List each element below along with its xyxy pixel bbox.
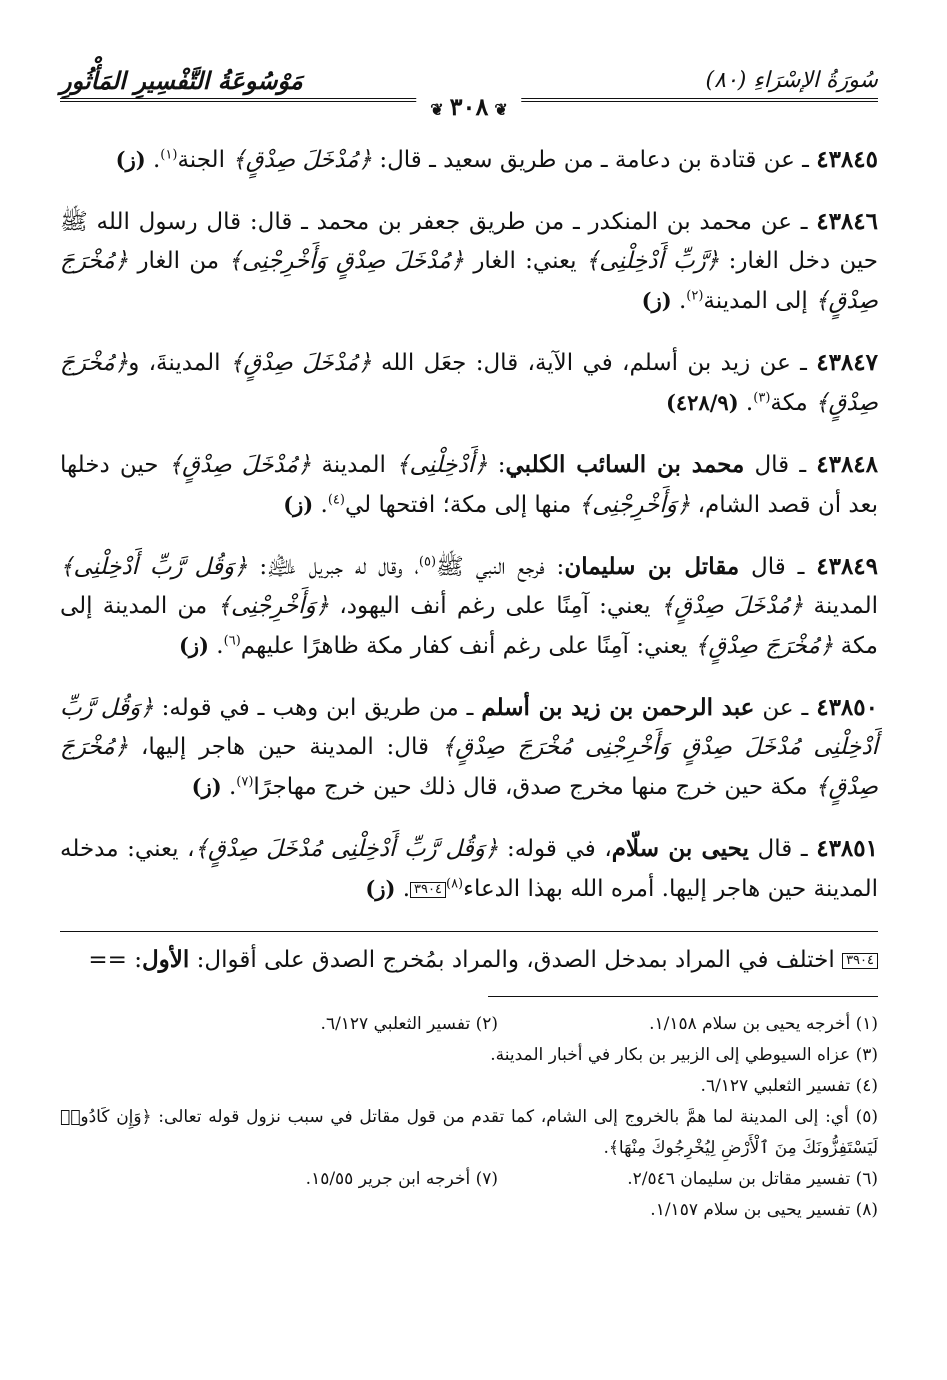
footnote-marker: (٨) [445,876,464,892]
source-ref: (ز) [115,147,146,172]
narration-text: مكة حين خرج منها مخرج صدق، قال ذلك حين خرج مهاجرًا [253,774,816,800]
narration-text: . [145,147,161,173]
footnote-row [60,1164,878,1195]
source-ref: (ز) [641,288,672,313]
note-ref-box: ٣٩٠٤ [842,953,878,969]
footnote: (٦) تفسير مقاتل بن سليمان ٢/٥٤٦. [627,1169,878,1189]
narrator-name: مقاتل بن سليمان [564,553,740,580]
narration-text: ـ من طريق ابن وهب ـ في قوله: [153,695,482,721]
note-ref-box: ٣٩٠٤ [410,882,446,898]
narration-text: . [738,390,754,416]
narration-text: ـ عن زيد بن أسلم، في الآية، قال: جعَل الله [371,350,817,376]
quran-quote: ﴿مُخْرَجَ صِدْقٍ﴾ [694,633,834,659]
narration-text: مكة [770,390,816,416]
narrations-list [60,140,878,909]
page-number-text: ٣٠٨ [449,92,489,121]
source-ref: (ز) [365,876,396,901]
footnote: (٥) أي: إلى المدينة لما همَّ بالخروج إلى الشام، كما تقدم من قول مقاتل في سبب نزول قوله تعالى: ﴿وَإِن كَادُوا۟ لَيَسْتَفِزُّونَكَ مِنَ ٱلْأَرْضِ لِيُخْرِجُوكَ مِنْهَا﴾. [60,1107,878,1158]
footnote-marker: (١) [160,147,178,163]
narration-text: . [209,633,224,659]
footnote: (٤) تفسير الثعلبي ٦/١٢٧. [700,1076,878,1096]
page-header [60,62,878,122]
quran-quote: ﴿وَقُل رَّبِّ أَدْخِلْنِى مُدْخَلَ صِدْقٍ﴾ [194,836,499,862]
footnote: (٧) أخرجه ابن جرير ١٥/٥٥. [305,1169,498,1189]
quran-quote: ﴿مُخْرَجَ صِدْقٍ﴾ [60,350,878,416]
narration-text: ، في قوله: [498,836,612,862]
narration-entry [60,445,878,525]
narration-text: . [395,876,411,902]
narration-text: من المدينة إلى مكة [60,593,878,659]
note-text: اختلف في المراد بمدخل الصدق، والمراد بمُخرج الصدق على أقوال: [189,947,843,973]
note-tail: : == [88,947,142,973]
quran-quote: ﴿وَقُل رَّبِّ أَدْخِلْنِى﴾ [60,554,248,580]
narration-text: يعني: آمِنًا على رغم أنف اليهود، [329,593,661,619]
narrator-name: يحيى بن سلّام [611,835,749,862]
narration-entry [60,343,878,423]
page-number [416,92,521,121]
narration-text: ، يعني: مدخله المدينة حين هاجر إليها. أمره الله بهذا الدعاء [60,836,878,902]
quran-quote: ﴿مُخْرَجَ صِدْقٍ﴾ [60,248,878,314]
surah-label: سُورَةُ الإسْرَاءِ (٨٠) [705,68,878,93]
quran-quote: ﴿مُدْخَلَ صِدْقٍ﴾ [232,147,373,173]
narration-number: ٤٣٨٤٥ [816,146,878,173]
footnote-marker: (٢) [686,288,704,304]
quran-quote: ﴿وَأَخْرِجْنِى﴾ [578,492,691,518]
note-separator [60,931,878,932]
narration-number: ٤٣٨٤٩ [816,553,879,580]
narration-number: ٤٣٨٤٦ [816,208,878,235]
narration-text: . [313,492,328,518]
narrator-name: محمد بن السائب الكلبي [505,451,745,478]
footnote-marker: (٤) [327,492,345,508]
narration-text: منها إلى مكة؛ افتحها لي [344,492,579,518]
narration-number: ٤٣٨٥٠ [816,694,878,721]
quran-quote: ﴿مُخْرَجَ صِدْقٍ﴾ [60,734,878,800]
narration-text: ـ قال [748,836,817,862]
narration-text: يعني: آمِنًا على رغم أنف كفار مكة ظاهرًا عليهم [240,633,695,659]
narration-number: ٤٣٨٥١ [816,835,878,862]
footnote: (٨) تفسير يحيى بن سلام ١/١٥٧. [650,1200,878,1220]
narration-text: المدينة [311,452,397,478]
commentary-note [60,940,878,980]
footnote-marker: (٦) [223,633,241,649]
footnote-separator [488,996,878,997]
quran-quote: ﴿رَّبِّ أَدْخِلْنِى﴾ [585,248,720,274]
narration-text: ـ عن [754,695,817,721]
narration-text: ، وقال له جبريل ﵇: [247,554,419,580]
narration-text: المدينة [803,593,878,619]
narration-text: ـ قال [739,554,817,580]
narration-text: المدينةَ، و [128,350,230,376]
narration-text: قال: المدينة حين هاجر إليها، [128,734,442,760]
narration-text: : فرجع النبي ﷺ [436,554,565,580]
ornament-icon: ❦ [494,100,508,119]
quran-quote: ﴿مُدْخَلَ صِدْقٍ﴾ [229,350,372,376]
narration-number: ٤٣٨٤٨ [816,451,879,478]
footnote-marker: (٧) [236,774,254,790]
footnote-marker: (٥) [418,554,437,570]
quran-quote: ﴿أَدْخِلْنِى﴾ [396,452,488,478]
narration-entry [60,202,878,321]
footnote: (٣) عزاه السيوطي إلى الزبير بن بكار في أخبار المدينة. [490,1045,878,1065]
quran-quote: ﴿مُدْخَلَ صِدْقٍ﴾ [168,452,312,478]
narration-text: . [221,774,237,800]
footnote-marker: (٣) [753,390,771,406]
narration-text: حين دخلها بعد أن قصد الشام، [60,452,878,518]
book-title: مَوْسُوعَةُ التَّفْسِيرِ المَأْثُورِ [60,66,303,95]
quran-quote: ﴿وَقُل رَّبِّ أَدْخِلْنِى مُدْخَلَ صِدْقٍ وَأَخْرِجْنِى مُخْرَجَ صِدْقٍ﴾ [60,695,878,760]
ornament-icon: ❦ [430,100,444,119]
narration-text: ـ عن قتادة بن دعامة ـ من طريق سعيد ـ قال: [372,147,817,173]
source-ref: (٤٢٨/٩) [665,390,739,415]
narration-text: الجنة [177,147,233,173]
narration-entry [60,140,878,180]
narration-text: . [671,288,687,314]
narration-number: ٤٣٨٤٧ [816,349,878,376]
narrator-name: عبد الرحمن بن زيد بن أسلم [481,694,755,721]
quran-quote: ﴿مُدْخَلَ صِدْقٍ﴾ [660,593,804,619]
note-bold: الأول [141,946,190,973]
footnotes [60,1009,878,1226]
quran-quote: ﴿وَأَخْرِجْنِى﴾ [217,593,330,619]
source-ref: (ز) [191,774,222,799]
narration-entry [60,547,878,666]
narration-text: : [487,452,506,478]
narration-text: ـ قال [744,452,817,478]
narration-entry [60,829,878,909]
narration-text: يعني: الغار [464,248,586,274]
footnote: (١) أخرجه يحيى بن سلام ١/١٥٨. [649,1014,878,1034]
footnote: (٢) تفسير الثعلبي ٦/١٢٧. [320,1014,498,1034]
source-ref: (ز) [178,633,209,658]
footnote-row [60,1009,878,1040]
narration-entry [60,688,878,807]
narration-text: ـ عن محمد بن المنكدر ـ من طريق جعفر بن محمد ـ قال: قال رسول الله ﷺ حين دخل الغار: [60,209,878,274]
quran-quote: ﴿مُدْخَلَ صِدْقٍ وَأَخْرِجْنِى﴾ [228,248,465,274]
narration-text: إلى المدينة [703,288,816,314]
narration-text: من الغار [128,248,229,274]
book-page [60,62,878,1352]
source-ref: (ز) [283,492,314,517]
